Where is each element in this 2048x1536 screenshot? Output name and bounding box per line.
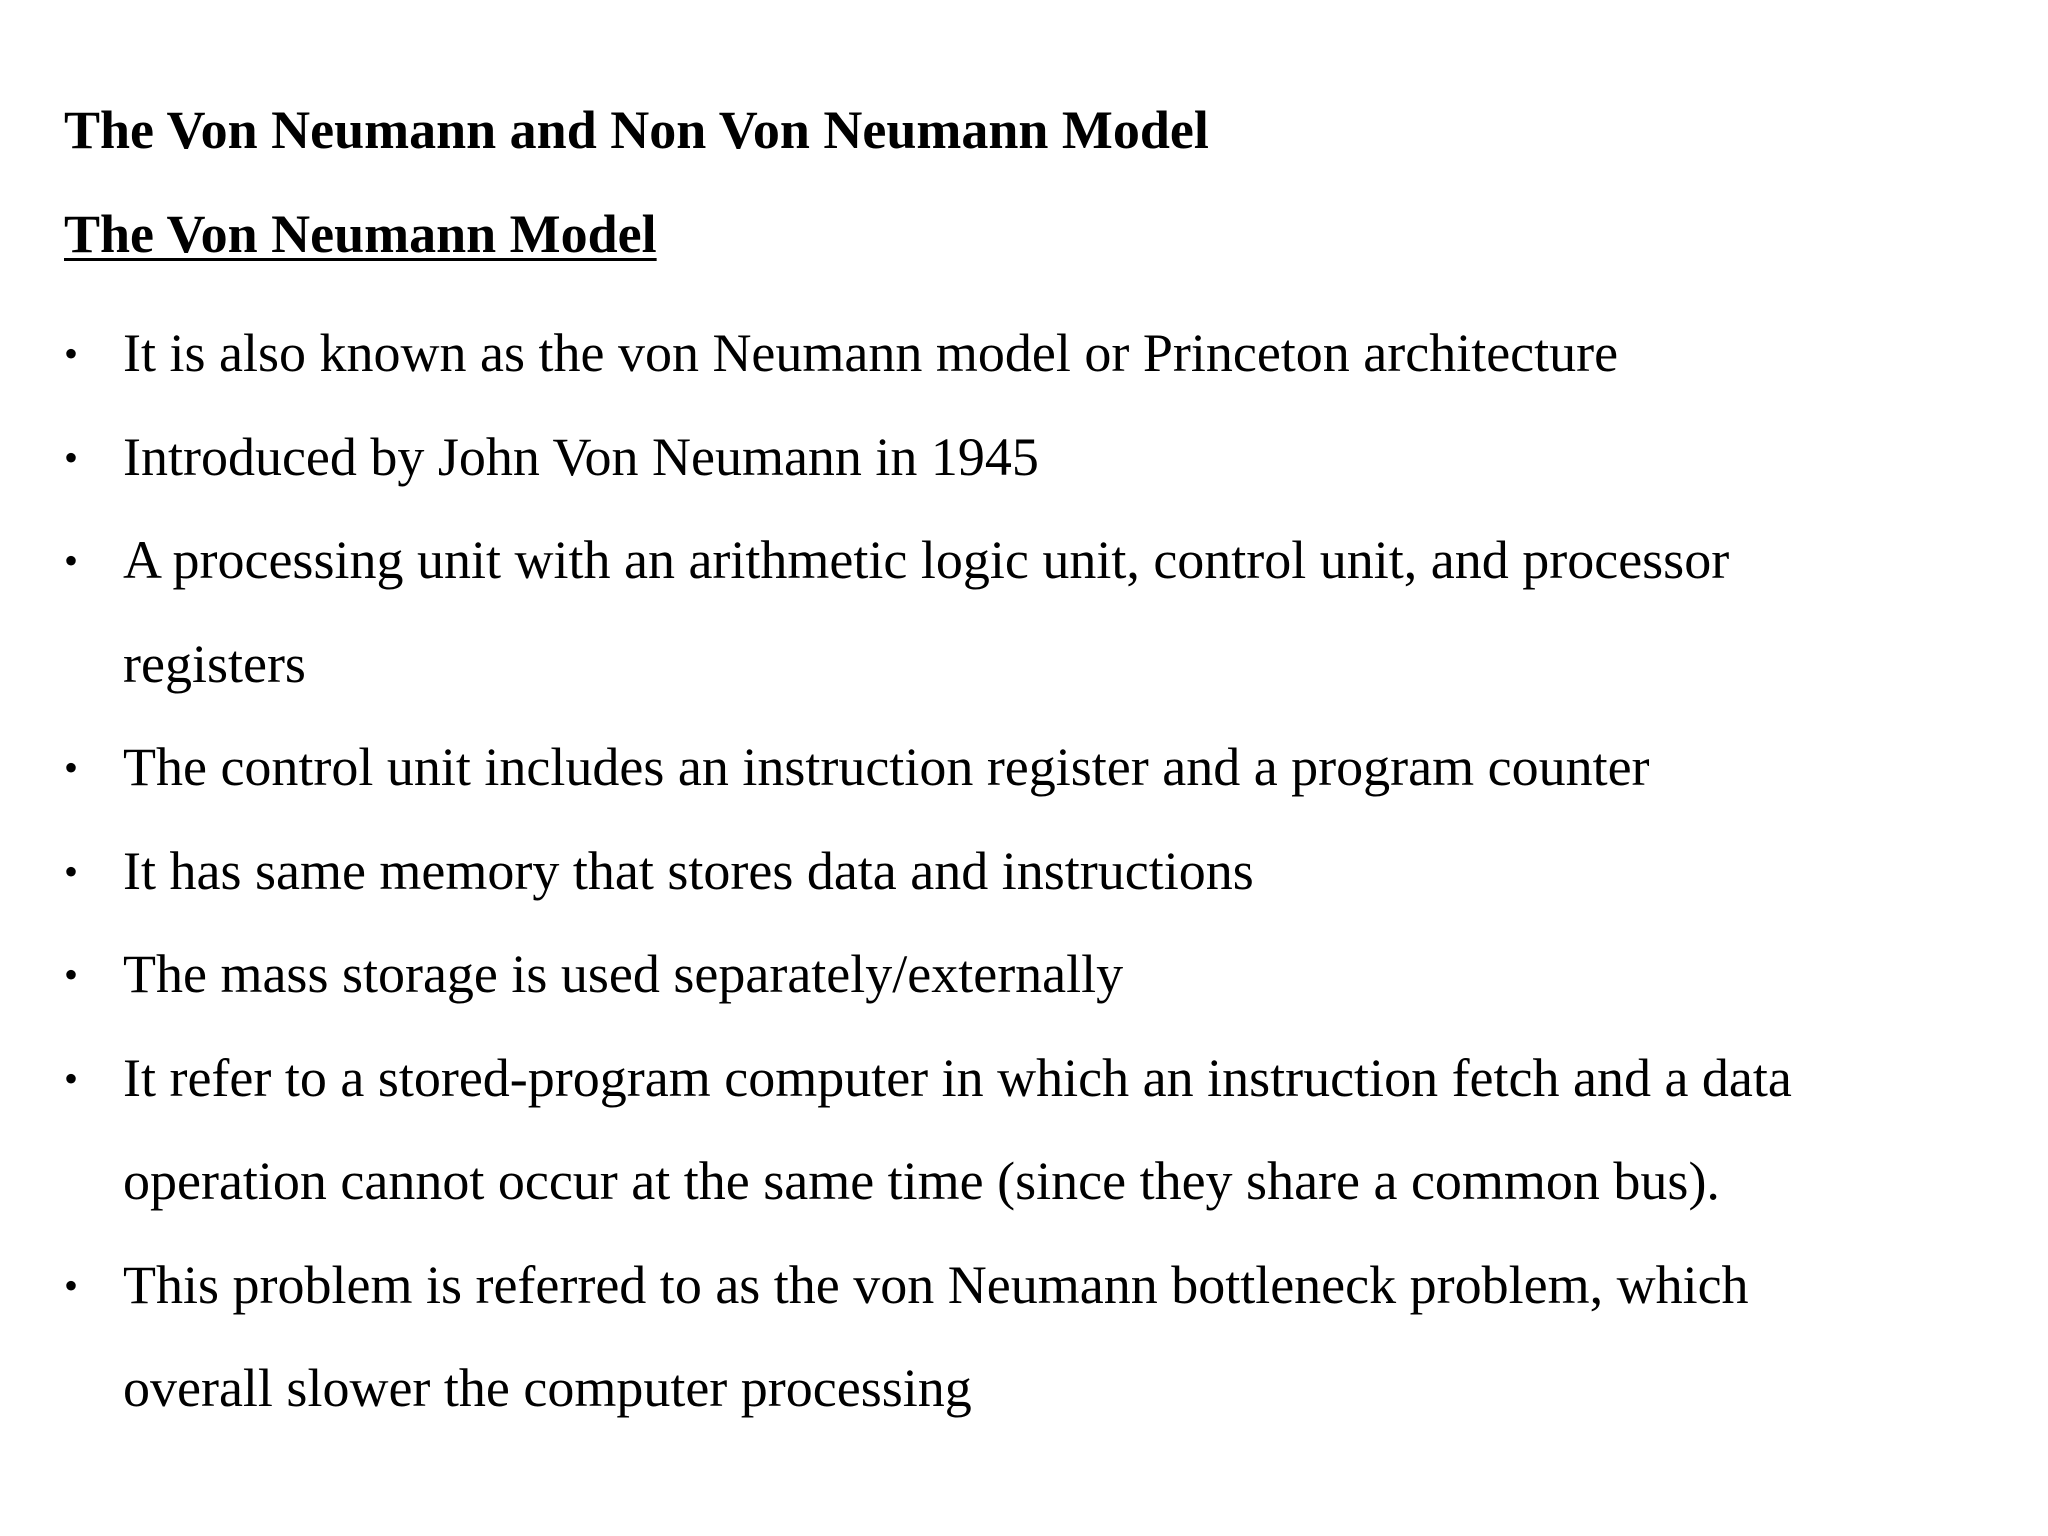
bullet-icon: • <box>64 1262 79 1308</box>
bullet-item <box>64 716 1994 820</box>
bullet-item <box>64 923 1994 1027</box>
bullet-icon: • <box>64 331 79 376</box>
bullet-text: The mass storage is used separately/externally <box>123 944 1124 1004</box>
bullet-item <box>64 509 1994 716</box>
bullet-list <box>64 302 1994 1441</box>
bullet-text: It has same memory that stores data and instructions <box>123 840 1254 901</box>
bullet-text: This problem is referred to as the von Neumann bottleneck problem, which overall slower the computer processing <box>123 1254 1749 1418</box>
bullet-icon: • <box>64 1055 79 1101</box>
bullet-text: It is also known as the von Neumann model or Princeton architecture <box>123 323 1619 383</box>
bullet-text: A processing unit with an arithmetic logic unit, control unit, and processor registers <box>123 530 1730 694</box>
bullet-icon: • <box>64 952 79 997</box>
bullet-icon: • <box>64 434 79 480</box>
bullet-text: The control unit includes an instruction register and a program counter <box>123 737 1650 797</box>
bullet-text: It refer to a stored-program computer in which an instruction fetch and a data operation cannot occur at the same time (since they share a common bus). <box>123 1047 1792 1211</box>
bullet-icon: • <box>64 848 79 894</box>
bullet-icon: • <box>64 745 79 790</box>
bullet-icon: • <box>64 538 79 583</box>
page-title: The Von Neumann and Non Von Neumann Model <box>64 100 1209 160</box>
section-heading: The Von Neumann Model <box>64 204 657 264</box>
bullet-item <box>64 1027 1994 1234</box>
bullet-item <box>64 820 1994 924</box>
bullet-item <box>64 302 1994 406</box>
bullet-text: Introduced by John Von Neumann in 1945 <box>123 426 1039 487</box>
bullet-item <box>64 406 1994 510</box>
bullet-item <box>64 1234 1994 1441</box>
